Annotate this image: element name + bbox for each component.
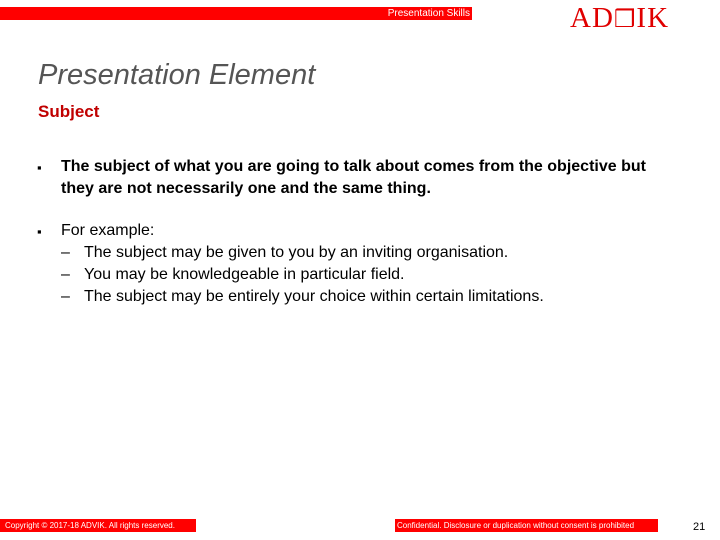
header-title: Presentation Skills [387, 8, 470, 19]
sub-bullet-item [61, 264, 544, 286]
sub-bullet-text: You may be knowledgeable in particular field. [84, 266, 405, 283]
footer-confidential: Confidential. Disclosure or duplication without consent is prohibited [395, 519, 658, 532]
sub-bullet-item [61, 242, 544, 264]
square-bullet-icon: ▪ [37, 160, 42, 175]
sub-bullet-text: The subject may be entirely your choice within certain limitations. [84, 288, 544, 305]
footer-copyright: Copyright © 2017-18 ADVIK. All rights reserved. [0, 519, 196, 532]
logo-text-right: IK [636, 2, 670, 34]
logo-text-left: AD [570, 2, 614, 34]
checkbox-q-icon: ❒ [613, 5, 637, 33]
header-bar [0, 7, 472, 20]
dash-bullet-icon: – [61, 288, 70, 305]
slide-title: Presentation Element [38, 59, 316, 91]
bullet-text: The subject of what you are going to talk about comes from the objective but they are not necessarily one and the same thing. [61, 158, 646, 197]
page-number: 21 [693, 521, 706, 533]
company-logo [570, 2, 669, 35]
slide-subtitle: Subject [38, 102, 100, 121]
dash-bullet-icon: – [61, 244, 70, 261]
square-bullet-icon: ▪ [37, 224, 42, 239]
sub-bullet-text: The subject may be given to you by an inviting organisation. [84, 244, 509, 261]
dash-bullet-icon: – [61, 266, 70, 283]
sub-bullet-item [61, 286, 544, 308]
sub-bullet-list [61, 242, 544, 308]
bullet-text: For example: [61, 222, 155, 239]
